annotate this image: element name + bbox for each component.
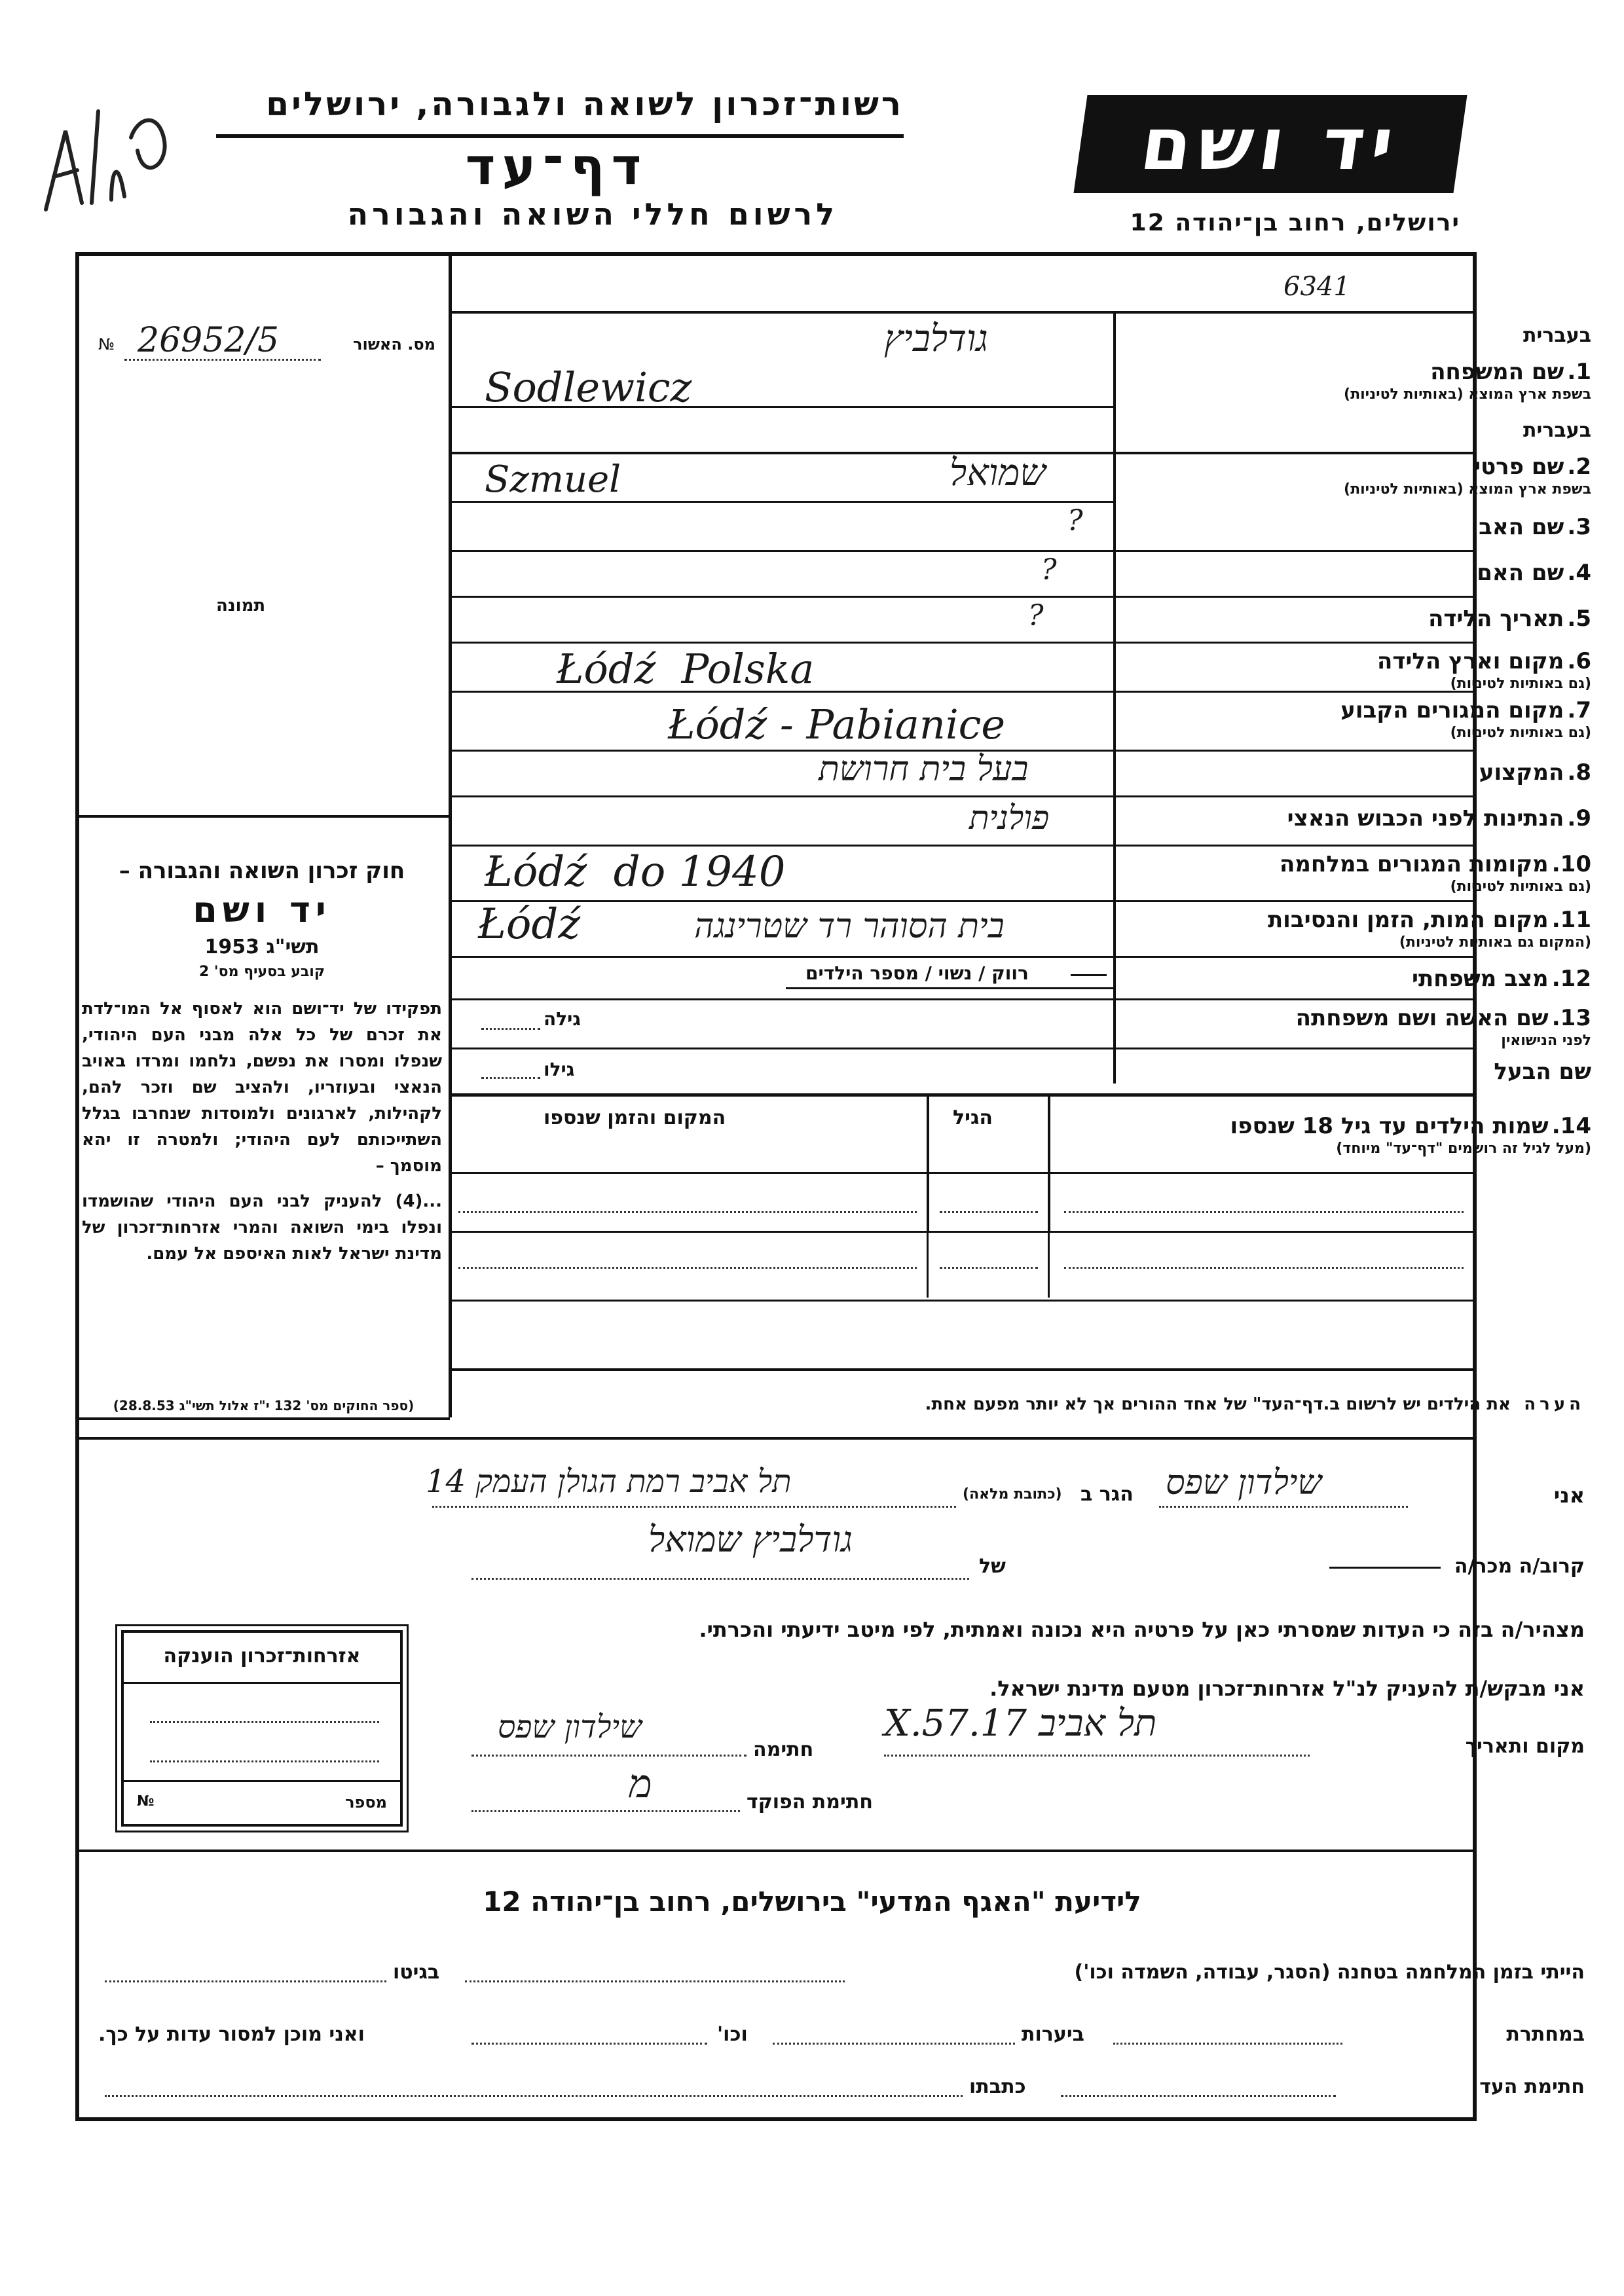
footer-title: לידיעת "האגף המדעי" בירושלים, רחוב בן־יהודה 12 xyxy=(483,1886,1141,1918)
footer-line3-a: חתימת העד xyxy=(1479,2075,1585,2098)
declaration-address-value[interactable]: תל אביב רמת הגולן העמק 14 xyxy=(426,1463,792,1500)
declaration-witness-name[interactable]: שילדון שפס xyxy=(1166,1463,1322,1503)
field-birthplace-value[interactable]: Łódź Polska xyxy=(557,645,815,693)
field-marital-status-options[interactable]: רווק / נשוי / מספר הילדים xyxy=(805,962,1029,984)
handwritten-signature-icon xyxy=(26,72,177,223)
footer-ghetto-input[interactable] xyxy=(105,1980,386,1982)
footer-address-input[interactable] xyxy=(105,2095,963,2097)
field-first-name-hebrew[interactable]: שמואל xyxy=(950,452,1046,494)
declaration-relative-value[interactable]: גודלביץ שמואל xyxy=(648,1519,853,1560)
footer-etc-input[interactable] xyxy=(471,2043,707,2045)
declaration-checker-label: חתימת הפוקד xyxy=(747,1791,873,1813)
children-age-header: הגיל xyxy=(953,1106,993,1129)
field-citizenship-label: 9. הנתינות לפני הכבוש הנאצי xyxy=(1287,805,1591,831)
field-wife-name-label: 13. שם האשה ושם משפחתה לפני הנישואין xyxy=(1295,1005,1591,1049)
field-marital-status-label: 12. מצב משפחתי xyxy=(1411,966,1591,992)
field-family-name-hebrew[interactable]: גודלביץ xyxy=(884,318,988,360)
footer-underground-input[interactable] xyxy=(1113,2043,1342,2045)
field-wartime-residence-value[interactable]: Łódź do 1940 xyxy=(485,848,786,896)
field-profession-value[interactable]: בעל בית חרושת xyxy=(819,750,1029,789)
field-family-name-label: בעברית 1. שם המשפחה בשפת ארץ המוצא (באותיות לטיניות) xyxy=(1344,324,1591,403)
field-wartime-residence-label: 10. מקומות המגורים במלחמה (גם באותיות לטיניות) xyxy=(1279,851,1591,895)
approval-number xyxy=(92,321,445,360)
logo-text: יד ושם xyxy=(1135,102,1405,186)
footer-line2-c: וכו' xyxy=(717,2023,748,2046)
children-note xyxy=(602,1394,1585,1414)
field-wife-age-label: גילה xyxy=(544,1008,581,1030)
field-profession-label: 8. המקצוע xyxy=(1479,759,1591,786)
footer-forests-input[interactable] xyxy=(773,2043,1015,2045)
field-birth-date-value[interactable]: ? xyxy=(1028,599,1044,632)
law-year: תשי"ג 1953 xyxy=(204,936,320,958)
field-birthplace-label: 6. מקום וארץ הלידה (גם באותיות לטיניות) xyxy=(1376,648,1591,692)
footer-line2-a: במחתרת xyxy=(1506,2023,1585,2046)
field-residence-value[interactable]: Łódź - Pabianice xyxy=(668,701,1006,748)
footer-line1-b: בגיטו xyxy=(393,1961,440,1984)
address: ירושלים, רחוב בן־יהודה 12 xyxy=(1130,210,1460,236)
law-title: חוק זכרון השואה והגבורה – xyxy=(119,858,405,884)
field-death-place-latin[interactable]: Łódź xyxy=(478,900,581,949)
photo-label: תמונה xyxy=(216,596,266,615)
approval-label: מס. האשור xyxy=(353,335,435,354)
law-block xyxy=(82,858,442,1267)
citizenship-box xyxy=(121,1630,403,1827)
footer-line3-b: כתבתו xyxy=(969,2075,1026,2098)
citizenship-box-title: אזרחות־זכרון הוענקה xyxy=(163,1645,361,1667)
margin-note: 6341 xyxy=(1283,272,1350,302)
law-paragraph-1: תפקידו של יד־ושם הוא לאסוף אל המו־לדת את זכרם של כל אלה מבני העם היהודי, שנפלו ומסרו את נפשם, נלחמו ומרדו באויב הנאצי ובעוזריו, ולהציב שם וזכר להם, לקהילות, לארגונים ולמוסדות שנחרבו בגלל השתייכותם לעם היהודי; ולמטרה זו יהא מוסמך – xyxy=(82,999,442,1176)
field-father-name-value[interactable]: ? xyxy=(1067,504,1083,538)
declaration-checker-value[interactable]: מ xyxy=(629,1761,652,1807)
footer-camp-input[interactable] xyxy=(465,1980,845,1982)
corner-signature xyxy=(26,72,177,223)
declaration-place-date-label: מקום ותאריך xyxy=(1465,1735,1585,1758)
law-clause: קובע בסעיף מס' 2 xyxy=(198,964,325,980)
declaration-address-label: (כתובת מלאה) xyxy=(963,1486,1062,1503)
footer-line1-a: הייתי בזמן המלחמה בטחנה (הסגר, עבודה, השמדה וכו') xyxy=(1074,1961,1585,1984)
field-first-name-label: בעברית 2. שם פרטי בשפת ארץ המוצא (באותיות לטיניות) xyxy=(1344,419,1591,498)
law-paragraph-2: ...(4) להעניק לבני העם היהודי שהושמדו ונפלו בימי השואה והמרי אזרחות־זכרון של מדינת ישראל לאות האיספם אל עמם. xyxy=(82,1192,442,1264)
footer-line2-d: ואני מוכן למסור עדות על כך. xyxy=(98,2023,365,2046)
field-family-name-latin[interactable]: Sodlewicz xyxy=(485,363,692,411)
field-father-name-label: 3. שם האב xyxy=(1479,514,1591,540)
declaration-request: אני מבקש/ת להעניק לנ"ל אזרחות־זכרון מטעם מדינת ישראל. xyxy=(989,1676,1585,1701)
children-label: 14. שמות הילדים עד גיל 18 שנספו (מעל לגיל זה רושמים "דף־עד" מיוחד) xyxy=(1230,1113,1591,1157)
declaration-signature-label: חתימה xyxy=(753,1738,814,1761)
field-husband-name-label: שם הבעל xyxy=(1494,1059,1591,1085)
declaration-of: של xyxy=(979,1555,1006,1578)
approval-prefix: № xyxy=(98,335,115,354)
note-text: את הילדים יש לרשום ב.דף־העד" של אחד ההורים אך לא יותר מפעם אחת. xyxy=(925,1394,1511,1414)
field-residence-label: 7. מקום המגורים הקבוע (גם באותיות לטיניות) xyxy=(1340,697,1591,741)
children-place-header: המקום והזמן שנספו xyxy=(544,1106,726,1129)
law-name: יד ושם xyxy=(193,889,331,930)
field-birth-date-label: 5. תאריך הלידה xyxy=(1428,606,1591,632)
declaration-signature-value[interactable]: שילדון שפס xyxy=(498,1709,642,1745)
field-first-name-latin[interactable]: Szmuel xyxy=(485,458,621,501)
law-source: (ספר החוקים מס' 132 י"ז אלול תשי"ג 28.8.53) xyxy=(113,1398,415,1413)
note-label: הערה xyxy=(1524,1394,1585,1414)
declaration-ani: אני xyxy=(1553,1483,1585,1508)
field-death-place-label: 11. מקום המות, הזמן והנסיבות (המקום גם באותיות לטיניות) xyxy=(1267,907,1591,951)
yad-vashem-logo xyxy=(1073,95,1467,193)
form-title: דף־עד xyxy=(465,137,648,196)
declaration-statement: מצהיר/ה בזה כי העדות שמסרתי כאן על פרטיה היא נכונה ואמתית, לפי מיטב ידיעתי והכרתי. xyxy=(699,1617,1585,1642)
declaration-relative-label: קרוב/ה מכר/ה xyxy=(1454,1555,1585,1578)
field-mother-name-label: 4. שם האם xyxy=(1477,560,1591,586)
form-subtitle: לרשום חללי השואה והגבורה xyxy=(347,196,838,232)
approval-value: 26952/5 xyxy=(138,321,280,360)
citizenship-box-prefix: № xyxy=(137,1793,155,1810)
field-death-place-hebrew[interactable]: בית הסוהר רד שטרינגה xyxy=(694,907,1005,946)
field-husband-age-label: גילו xyxy=(544,1059,575,1080)
citizenship-box-number-label: מספר xyxy=(345,1793,387,1812)
field-husband-age-input[interactable] xyxy=(481,1077,540,1079)
footer-line2-b: ביערות xyxy=(1022,2023,1084,2046)
declaration-place-date-value[interactable]: תל אביב 17.X.57 xyxy=(884,1702,1157,1745)
field-citizenship-value[interactable]: פולנית xyxy=(969,799,1050,837)
declaration-resident: הגר ב xyxy=(1080,1483,1134,1506)
field-mother-name-value[interactable]: ? xyxy=(1041,553,1057,587)
field-wife-age-input[interactable] xyxy=(481,1028,540,1030)
authority-name: רשות־זכרון לשואה ולגבורה, ירושלים xyxy=(266,85,904,123)
footer-witness-signature-input[interactable] xyxy=(1061,2095,1336,2097)
